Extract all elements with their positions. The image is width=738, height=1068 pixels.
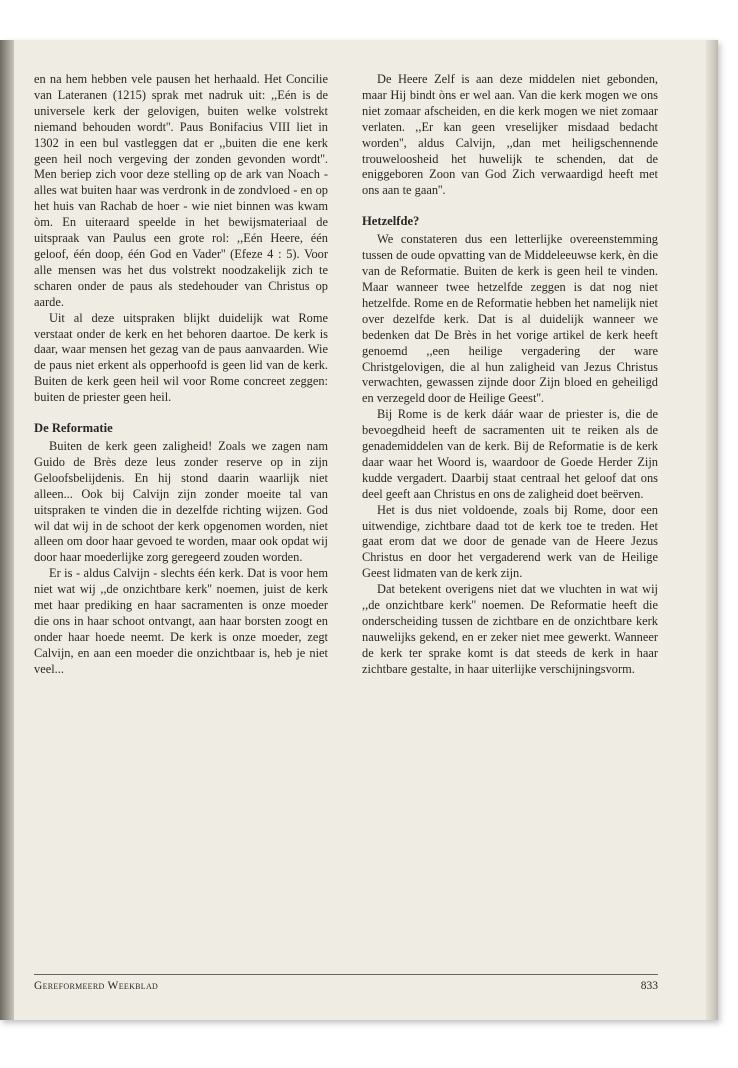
paragraph: Het is dus niet voldoende, zoals bij Rome, door een uitwendige, zichtbare daad tot de kerk toe te treden. Het gaat erom dat we door de genade van de Heere Jezus Christus en door het vergaderend werk van de Heilige Geest lidmaten van de kerk zijn. <box>362 502 658 581</box>
paragraph: en na hem hebben vele pausen het herhaald. Het Concilie van Lateranen (1215) sprak met nadruk uit: ,,Eén is de universele kerk der gelovigen, buiten welke volstrekt niemand behouden wordt''. Paus Bonifacius VIII liet in 1302 in een bul vastleggen dat er ,,buiten die ene kerk geen heil noch vergeving der zonden gevonden wordt''. Men beriep zich voor deze stelling op de ark van Noach - alles wat buiten haar was verdronk in de zondvloed - en op het huis van Rachab de hoer - wie niet binnen was kwam òm. En uiteraard speelde in het bewijsmateriaal de uitspraak van Paulus een grote rol: ,,Eén Heere, één geloof, één doop, één God en Vader'' (Efeze 4 : 5). Voor alle mensen was het dus volstrekt noodzakelijk zich te scharen onder de paus als stedehouder van Christus op aarde. <box>34 72 328 309</box>
magazine-name: Gereformeerd Weekblad <box>34 980 159 992</box>
section-heading: De Reformatie <box>34 421 113 436</box>
left-column <box>34 72 328 678</box>
paragraph: Buiten de kerk geen zaligheid! Zoals we zagen nam Guido de Brès deze leus zonder reserve op in zijn Geloofsbelijdenis. En hij stond daarin waarlijk niet alleen... Ook bij Calvijn zijn zonder moeite tal van uitspraken te vinden die in dezelfde richting wijzen. God wil dat wij in de schoot der kerk opgenomen worden, niet alleen om door haar gevoed te worden, maar ook opdat wij door haar moederlijke zorg geregeerd zouden worden. <box>34 439 328 565</box>
book-spine-shadow <box>0 40 14 1020</box>
paragraph: De Heere Zelf is aan deze middelen niet gebonden, maar Hij bindt òns er wel aan. Van die kerk mogen we ons niet zomaar afscheiden, en die kerk mogen we niet zomaar verlaten. ,,Er kan geen vreselijker misdaad bedacht worden'', aldus Calvijn, ,,dan met heiligschennende trouweloosheid het huwelijk te schenden, dat de eniggeboren Zoon van God Zich verwaardigd heeft met ons aan te gaan''. <box>362 72 658 198</box>
paragraph: We constateren dus een letterlijke overeenstemming tussen de oude opvatting van de Middeleeuwse kerk, èn die van de Reformatie. Buiten de kerk is geen heil te vinden. Maar wanneer twee hetzelfde zeggen is dat nog niet hetzelfde. Rome en de Reformatie hebben het namelijk niet over dezelfde kerk. Dat is al duidelijk wanneer we bedenken dat De Brès in het vorige artikel de kerk heeft genoemd ,,een heilige vergadering der ware Christgelovigen, die al hun zaligheid van Jezus Christus verwachten, gewassen zijnde door Zijn bloed en geheiligd en verzegeld door de Heilige Geest''. <box>362 232 658 406</box>
paragraph: Dat betekent overigens niet dat we vluchten in wat wij ,,de onzichtbare kerk'' noemen. De Reformatie heeft die onderscheiding tussen de zichtbare en de onzichtbare kerk nauwelijks gekend, en er zeker niet mee gewerkt. Wanneer de kerk ter sprake komt is dat steeds de kerk in haar zichtbare gestalte, in haar uiterlijke verschijningsvorm. <box>362 582 658 676</box>
paragraph: Bij Rome is de kerk dáár waar de priester is, die de bevoegdheid heeft de sacramenten uit te reiken als de genademiddelen van de kerk. Bij de Reformatie is de kerk daar waar het Woord is, waardoor de Goede Herder Zijn kudde vergadert. Daarbij staat centraal het geloof dat ons deel geeft aan Christus en ons de zaligheid doet beërven. <box>362 407 658 501</box>
section-heading: Hetzelfde? <box>362 214 420 229</box>
page-footer <box>34 974 658 993</box>
page-edge <box>706 40 718 1020</box>
paragraph: Uit al deze uitspraken blijkt duidelijk wat Rome verstaat onder de kerk en het behoren daartoe. De kerk is daar, waar mensen het gezag van de paus aanvaarden. Wie de paus niet erkent als opperhoofd is geen lid van de kerk. Buiten de kerk geen heil wil voor Rome concreet zeggen: buiten de priester geen heil. <box>34 310 328 405</box>
magazine-page <box>0 40 718 1020</box>
page-number: 833 <box>640 980 658 992</box>
paragraph: Er is - aldus Calvijn - slechts één kerk. Dat is voor hem niet wat wij ,,de onzichtbare kerk'' noemen, juist de kerk met haar prediking en haar sacramenten is onze moeder die ons in haar schoot ontvangt, aan haar borsten zoogt en onder haar hoede neemt. De kerk is onze moeder, zegt Calvijn, en aan een moeder die onzichtbaar is, heb je niet veel... <box>34 566 328 676</box>
right-column <box>362 72 658 678</box>
